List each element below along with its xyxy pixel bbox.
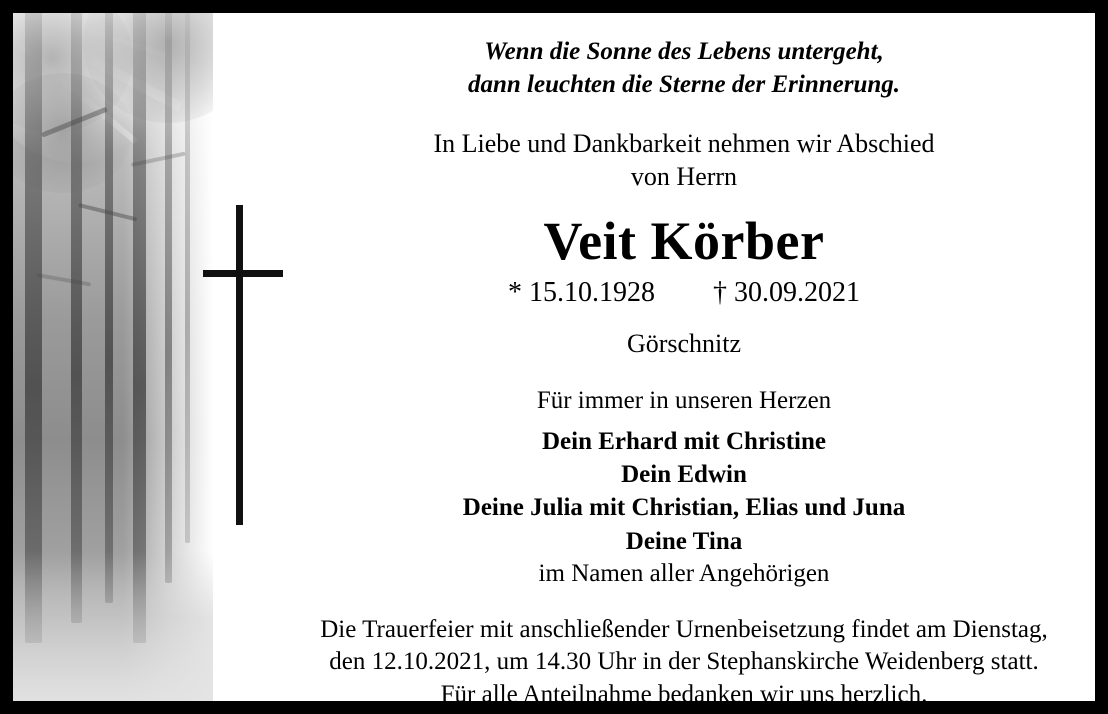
tree-trunk [71,13,82,623]
family-list [283,425,1085,558]
birth-date: * 15.10.1928 [508,276,655,308]
introduction [283,127,1085,194]
life-dates [283,277,1085,309]
service-line-1: Die Trauerfeier mit anschließender Urnenbeisetzung findet am Dienstag, [320,615,1048,643]
forest-photo [13,13,213,701]
motto [283,35,1085,101]
introduction-line-1: In Liebe und Dankbarkeit nehmen wir Abschied [433,129,935,158]
cross-vertical-bar [236,205,243,525]
cross-symbol [203,205,283,525]
family-line-3: Deine Julia mit Christian, Elias und Juna [462,494,906,522]
place-name: Görschnitz [626,328,742,358]
tree-trunk [25,13,42,643]
service-details [283,614,1085,704]
tree-trunk [133,13,146,643]
tree-trunk [185,13,190,543]
dedication-line: Für immer in unseren Herzen [536,386,832,414]
tree-trunk [105,13,113,603]
death-date: † 30.09.2021 [713,276,860,308]
deceased-name: Veit Körber [543,210,825,271]
introduction-line-2: von Herrn [630,162,738,192]
on-behalf-line: im Namen aller Angehörigen [538,559,830,587]
motto-line-1: Wenn die Sonne des Lebens untergeht, [484,38,884,65]
family-line-2: Dein Edwin [621,461,747,489]
family-line-1: Dein Erhard mit Christine [541,427,827,455]
cross-horizontal-bar [203,270,283,277]
service-line-3: Für alle Anteilnahme bedanken wir uns herzlich. [440,680,928,704]
motto-line-2: dann leuchten die Sterne der Erinnerung. [467,71,901,98]
tree-branch [36,273,91,286]
obituary-text-column [283,13,1085,704]
forest-floor [13,551,213,701]
obituary-frame [10,10,1098,704]
tree-trunk [165,13,172,583]
service-line-2: den 12.10.2021, um 14.30 Uhr in der Stephanskirche Weidenberg statt. [329,648,1039,676]
family-line-4: Deine Tina [625,527,743,555]
